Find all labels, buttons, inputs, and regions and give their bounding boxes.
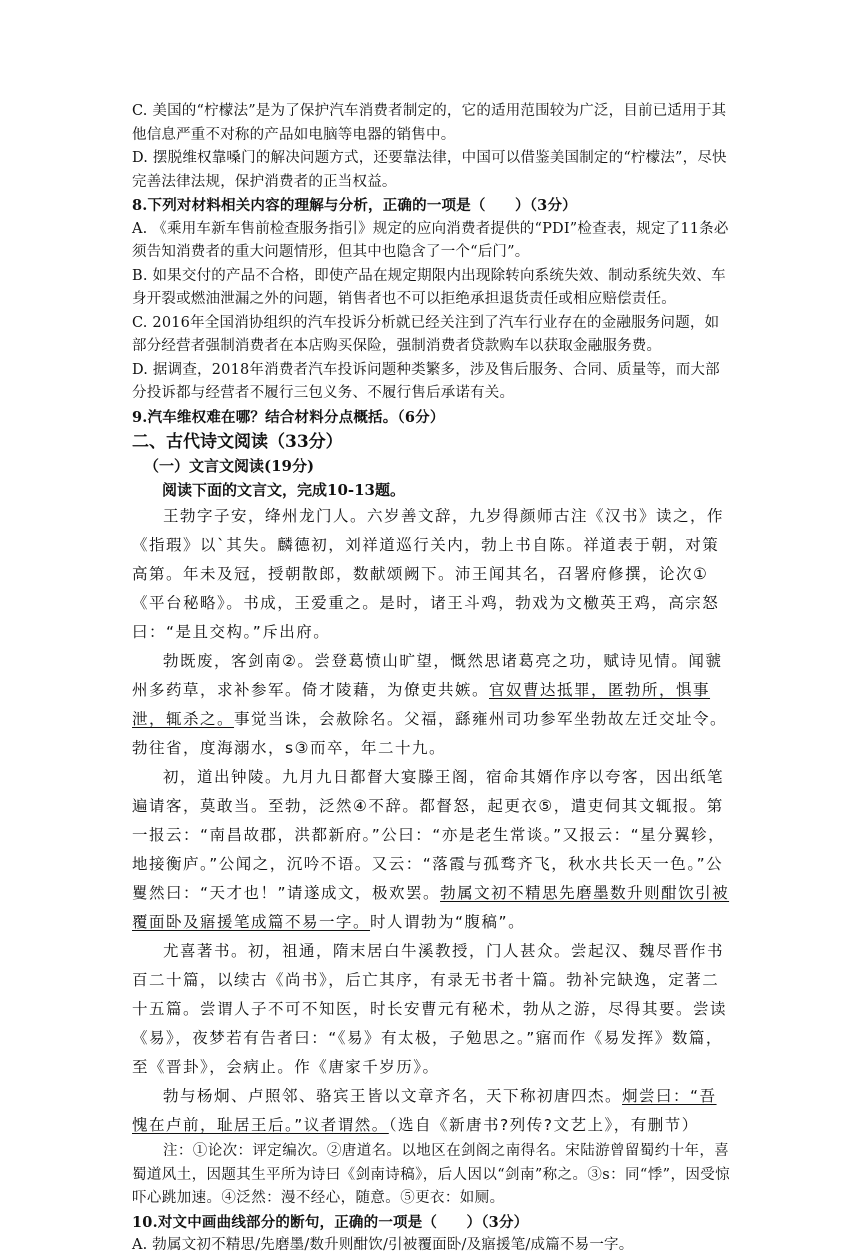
exam-page (132, 100, 732, 1258)
reading-instruction: 阅读下面的文言文，完成10-13题。 (162, 481, 405, 499)
annotation-notes: 注：①论次：评定编次。②唐道名。以地区在剑阁之南得名。宋陆游曾留蜀约十年，喜蜀道风土，因题其生平所为诗曰《剑南诗稿》，后人因以“剑南”称之。③s：同“悸”，因受惊吓心跳加速。④泛然：漫不经心，随意。⑤更衣：如厕。 (132, 1143, 731, 1206)
underlined-sentence: 官奴曹达抵罪，匿勃所，惧事泄，辄杀之。 (132, 681, 711, 728)
q8-option-a: A. 《乘用车新车售前检查服务指引》规定的应向消费者提供的“PDI”检查表，规定了11条必须告知消费者的重大问题情形，但其中也隐含了一个“后门”。 (132, 220, 729, 260)
passage-paragraph-5 (132, 1082, 732, 1140)
passage-text: 勃既废，客剑南②。尝登葛愤山旷望，慨然思诸葛亮之功，赋诗见情。闻虢州多药草，求补参军。倚才陵藉，为僚吏共嫉。 (132, 652, 723, 699)
q8-stem: 8.下列对材料相关内容的理解与分析，正确的一项是（ ）（3分） (132, 197, 577, 214)
section-title: 二、古代诗文阅读（33分） (132, 432, 343, 452)
q7-option-d: D. 摆脱维权靠嗓门的解决问题方式，还要靠法律，中国可以借鉴美国制定的“柠檬法”，尽快完善法律法规，保护消费者的正当权益。 (132, 150, 727, 190)
q10-stem: 10.对文中画曲线部分的断句，正确的一项是（ ）（3分） (132, 1213, 529, 1231)
passage-source: （选自《新唐书?列传?文艺上》，有删节） (388, 1116, 699, 1134)
q10-option-a: A. 勃属文初不精思/先磨墨/数升则酣饮/引被覆面卧/及寤援笔/成篇不易一字。 (132, 1237, 634, 1253)
passage-paragraph-2 (132, 647, 732, 763)
passage-text: 初，道出钟陵。九月九日都督大宴滕王阁，宿命其婿作序以夸客，因出纸笔遍请客，莫敢当。至勃，泛然④不辞。都督怒，起更衣⑤，遣吏伺其文辄报。第一报云：“南昌故郡，洪都新府。”公曰：“亦是老生常谈。”又报云：“星分翼轸，地接衡庐。”公闻之，沉吟不语。又云：“落霞与孤骛齐飞，秋水共长天一色。”公矍然曰：“天才也！”请遂成文，极欢罢。 (132, 768, 726, 902)
q8-option-b: B. 如果交付的产品不合格，即使产品在规定期限内出现除转向系统失效、制动系统失效、车身开裂或燃油泄漏之外的问题，销售者也不可以拒绝承担退货责任或相应赔偿责任。 (132, 267, 726, 307)
passage-text: 事觉当诛，会赦除名。父福，繇雍州司功参军坐勃故左迁交址令。勃往省，度海溺水，s③而卒，年二十九。 (132, 710, 728, 757)
q7-option-c: C. 美国的“柠檬法”是为了保护汽车消费者制定的，它的适用范围较为广泛，目前已适用于其他信息严重不对称的产品如电脑等电器的销售中。 (132, 103, 727, 143)
q8-option-c: C. 2016年全国消协组织的汽车投诉分析就已经关注到了汽车行业存在的金融服务问题，如部分经营者强制消费者在本店购买保险，强制消费者贷款购车以获取金融服务费。 (132, 314, 720, 354)
curved-underline-sentence: 勃属文初不精思先磨墨数升则酣饮引被覆面卧及寤援笔成篇不易一字。 (132, 884, 730, 931)
passage-text: 时人谓勃为“腹稿”。 (370, 913, 526, 931)
q8-option-d: D. 据调查，2018年消费者汽车投诉问题种类繁多，涉及售后服务、合同、质量等，而大部分投诉都与经营者不履行三包义务、不履行售后承诺有关。 (132, 361, 720, 401)
passage-text: 勃与杨炯、卢照邻、骆宾王皆以文章齐名，天下称初唐四杰。 (163, 1087, 623, 1105)
q9-stem: 9.汽车维权难在哪？结合材料分点概括。（6分） (132, 408, 445, 426)
subsection-title: （一）文言文阅读(19分) (144, 457, 315, 475)
passage-paragraph-4: 尤喜著书。初，祖通，隋末居白牛溪教授，门人甚众。尝起汉、魏尽晋作书百二十篇，以续古《尚书》，后亡其序，有录无书者十篇。勃补完缺逸，定著二十五篇。尝谓人子不可不知医，时长安曹元有秘术，勃从之游，尽得其要。尝读《易》，夜梦若有告者曰：“《易》有太极，子勉思之。”寤而作《易发挥》数篇，至《晋卦》，会病止。作《唐家千岁历》。 (132, 942, 728, 1076)
passage-paragraph-1: 王勃字子安，绛州龙门人。六岁善文辞，九岁得颜师古注《汉书》读之，作《指瑕》以`其失。麟德初，刘祥道巡行关内，勃上书自陈。祥道表于朝，对策高第。年未及冠，授朝散郎，数献颂阙下。沛王闻其名，召署府修撰，论次①《平台秘略》。书成，王爱重之。是时，诸王斗鸡，勃戏为文檄英王鸡，高宗怒曰：“是且交构。”斥出府。 (132, 507, 725, 641)
passage-paragraph-3 (132, 763, 732, 937)
underlined-sentence: 炯尝曰：“吾愧在卢前，耻居王后。”议者谓然。 (132, 1087, 717, 1134)
